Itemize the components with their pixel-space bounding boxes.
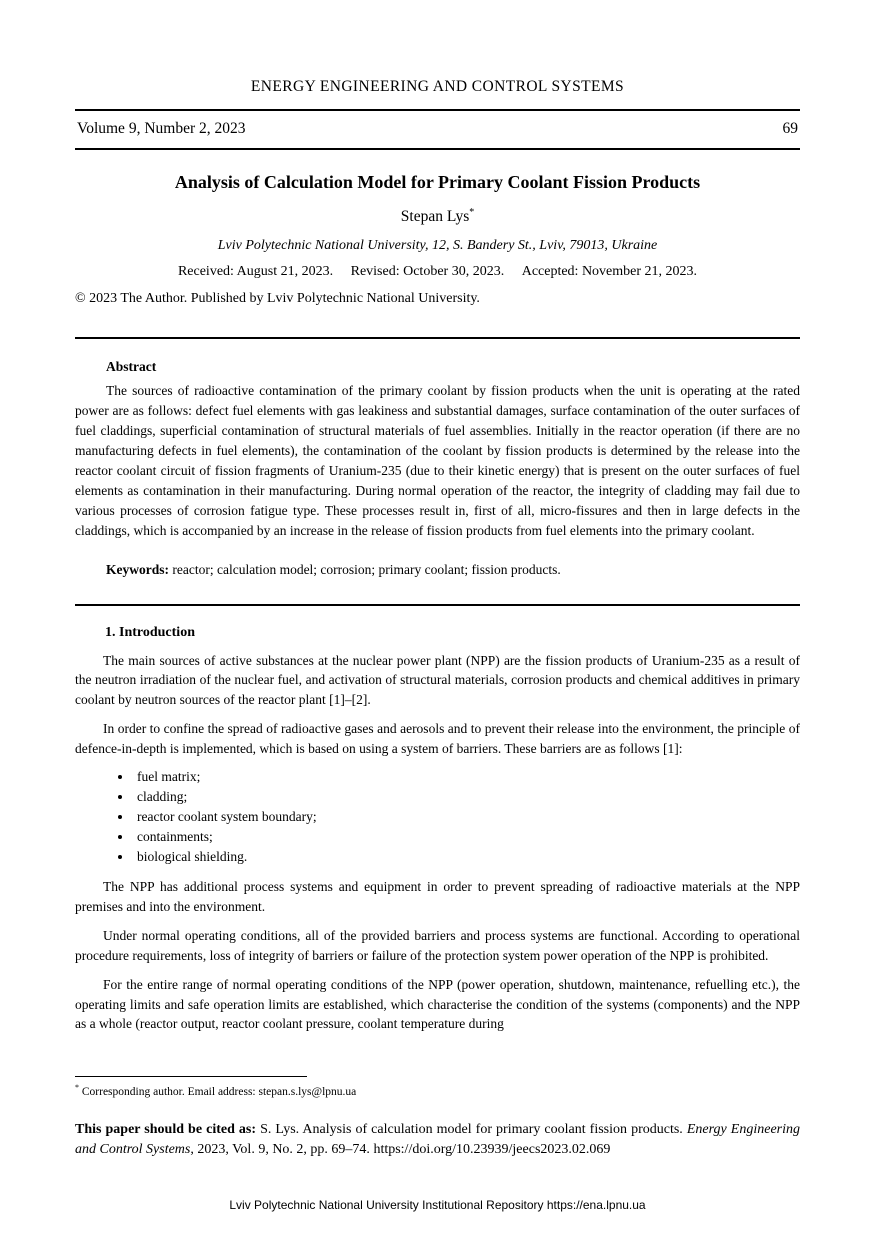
volume-info: Volume 9, Number 2, 2023 [77, 120, 246, 137]
introduction-paragraph-4: Under normal operating conditions, all of the provided barriers and process systems are functional. According to operational procedure requirements, loss of integrity of barriers or failure of the protection system power operation of the NPP is prohibited. [75, 928, 800, 963]
citation-journal-name: Energy Engineering and Control Systems [75, 1122, 800, 1157]
author-name: Stepan Lys [400, 207, 470, 225]
footnote-divider [75, 1076, 307, 1077]
footnote-text: Corresponding author. Email address: [79, 1086, 259, 1098]
doi-link[interactable]: https://doi.org/10.23939/jeecs2023.02.069 [373, 1142, 611, 1157]
keywords-text: reactor; calculation model; corrosion; primary coolant; fission products. [169, 561, 561, 577]
keywords-line [106, 562, 800, 578]
dates-line [75, 264, 800, 280]
bullet-item-fuel-matrix: • fuel matrix; [133, 767, 800, 787]
author-line [75, 207, 800, 226]
journal-title: ENERGY ENGINEERING AND CONTROL SYSTEMS [250, 78, 625, 95]
introduction-paragraph-5: For the entire range of normal operating conditions of the NPP (power operation, shutdown, maintenance, refuelling etc.), the operating limits and safe operation limits are established, which characterise the condition of the systems (components) and the NPP as a whole (reactor output, reactor coolant pressure, coolant temperature during [75, 977, 800, 1032]
bullet-item-biological-shielding: • biological shielding. [133, 847, 800, 867]
volume-divider [75, 148, 800, 150]
barriers-bullet-list [75, 767, 800, 867]
section-heading-introduction: 1. Introduction [105, 624, 195, 640]
repository-url-link[interactable]: https://ena.lpnu.ua [546, 1198, 646, 1212]
introduction-section [75, 606, 800, 1034]
copyright-line: © 2023 The Author. Published by Lviv Polytechnic National University. [75, 290, 480, 306]
introduction-paragraph-3: The NPP has additional process systems and equipment in order to prevent spreading of radioactive materials at the NPP premises and into the environment. [75, 879, 800, 914]
corresponding-author-email-link[interactable]: stepan.s.lys@lpnu.ua [258, 1086, 357, 1098]
footnote-mark: * [75, 1083, 79, 1093]
citation-text: S. Lys. Analysis of calculation model for primary coolant fission products. [256, 1122, 687, 1137]
received-date: Received: August 21, 2023. [177, 263, 334, 279]
citation-paragraph [75, 1120, 800, 1160]
corresponding-author-footnote [75, 1083, 800, 1098]
article-title: Analysis of Calculation Model for Primary Coolant Fission Products [174, 171, 701, 192]
accepted-date: Accepted: November 21, 2023. [521, 263, 698, 279]
page-number: 69 [782, 120, 798, 137]
abstract-section [75, 339, 800, 578]
bullet-item-cladding: • cladding; [133, 787, 800, 807]
citation-label: This paper should be cited as: [75, 1122, 257, 1137]
citation-text-continued: , 2023, Vol. 9, No. 2, pp. 69–74. [190, 1142, 374, 1157]
introduction-paragraph-1: The main sources of active substances at the nuclear power plant (NPP) are the fission products of Uranium-235 as a result of the neutron irradiation of the nuclear fuel, and activation of structural materials, corrosion products and chemical additives in primary coolant by neutron sources of the reactor plant [1]–[2]. [75, 652, 800, 707]
volume-row [75, 111, 800, 148]
abstract-text: The sources of radioactive contamination of the primary coolant by fission products when the unit is operating at the rated power are as follows: defect fuel elements with gas leakiness and substantial damages, surface contamination of the outer surfaces of fuel claddings, superficial contamination of structural materials of fuel assemblies. Initially in the reactor operation (if there are no manufacturing defects in fuel elements), the contamination of the coolant by fission products is determined by the release into the reactor coolant circuit of fission fragments of Uranium-235 (due to their kinetic energy) that is present on the outer surfaces of fuel elements as contamination in their manufacturing. During normal operation of the reactor, the integrity of cladding may fail due to various processes of corrosion fatigue type. These processes result in, first of all, micro-fissures and then in large defects in the claddings, which is accompanied by an increase in the release of fission products from fuel elements into the primary coolant. [75, 382, 800, 538]
keywords-label: Keywords: [106, 561, 169, 577]
repository-footer [75, 1198, 800, 1212]
journal-header [75, 78, 800, 150]
bullet-item-coolant-boundary: • reactor coolant system boundary; [133, 807, 800, 827]
repository-footer-text: Lviv Polytechnic National University Institutional Repository [229, 1198, 547, 1212]
author-affiliation: Lviv Polytechnic National University, 12, S. Bandery St., Lviv, 79013, Ukraine [217, 237, 658, 253]
bullet-item-containments: • containments; [133, 827, 800, 847]
abstract-heading: Abstract [106, 358, 157, 374]
revised-date: Revised: October 30, 2023. [350, 263, 505, 279]
author-corresponding-mark: * [469, 206, 475, 218]
page-bottom-block [75, 1076, 800, 1212]
introduction-paragraph-2: In order to confine the spread of radioactive gases and aerosols and to prevent their release into the environment, the principle of defence-in-depth is implemented, which is based on using a system of barriers. These barriers are as follows [1]: [75, 721, 800, 756]
